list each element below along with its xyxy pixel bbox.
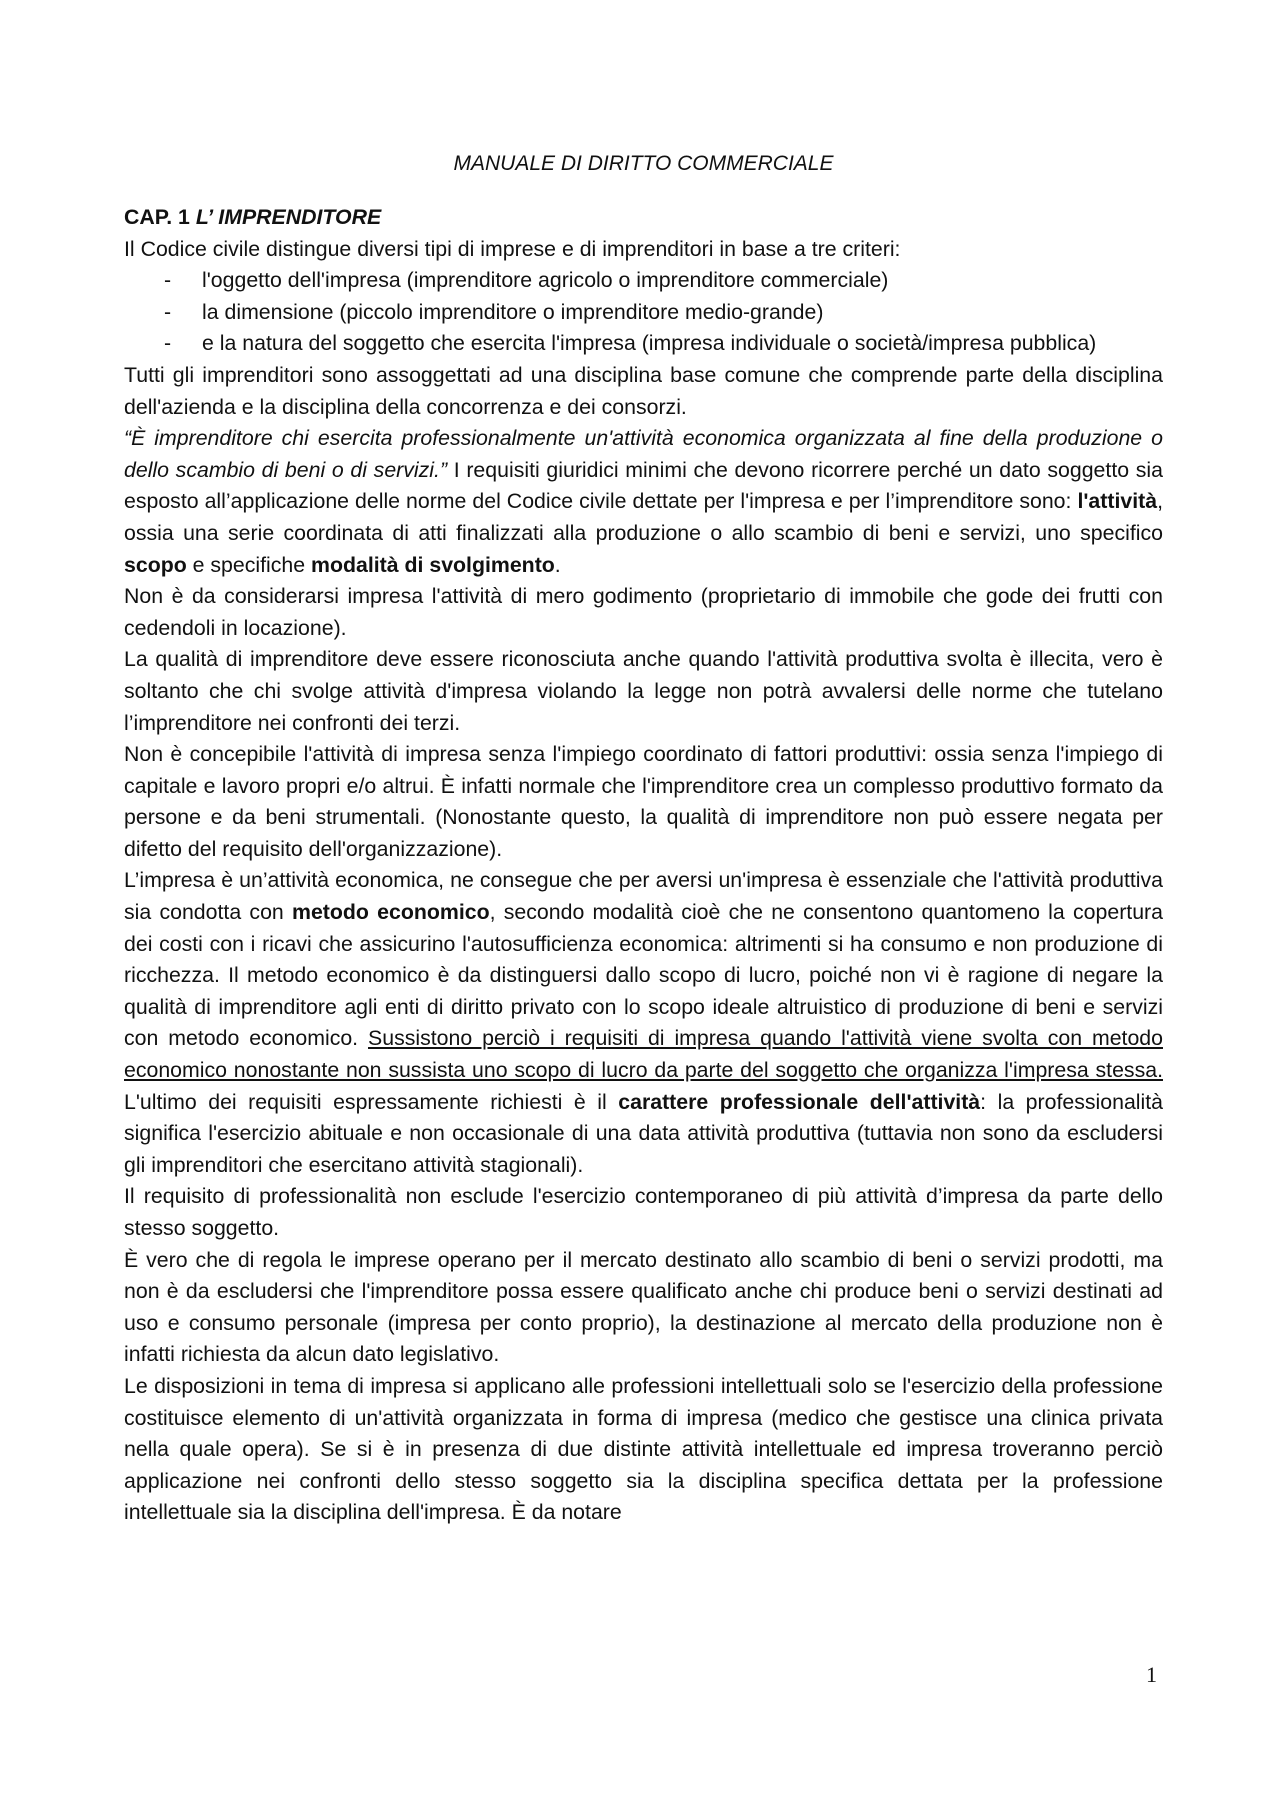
bold-term: scopo [124, 552, 187, 577]
paragraph-6 [124, 865, 1163, 1181]
bold-term: carattere professionale dell'attività [618, 1089, 981, 1114]
document-title: MANUALE DI DIRITTO COMMERCIALE [453, 152, 834, 175]
bold-term: modalità di svolgimento [311, 552, 555, 577]
bold-term: l'attività [1077, 489, 1158, 514]
intro-paragraph: Il Codice civile distingue diversi tipi di imprese e di imprenditori in base a tre criteri: [124, 236, 901, 261]
criteria-list [124, 265, 1163, 360]
text-segment: . [554, 552, 561, 577]
paragraph-1: Tutti gli imprenditori sono assoggettati ad una disciplina base comune che comprende parte della disciplina dell'azienda e la disciplina della concorrenza e dei consorzi. [124, 362, 1163, 419]
chapter-number: CAP. 1 [124, 205, 190, 229]
paragraph-5: Non è concepibile l'attività di impresa senza l'impiego coordinato di fattori produttivi: ossia senza l'impiego di capitale e lavoro propri e/o altrui. È infatti normale che l'imprenditore crea un complesso produttivo formato da persone e da beni strumentali. (Nonostante questo, la qualità di imprenditore non può essere negata per difetto del requisito dell'organizzazione). [124, 742, 1163, 861]
list-item: - la dimensione (piccolo imprenditore o imprenditore medio-grande) [202, 297, 1163, 329]
paragraph-4: La qualità di imprenditore deve essere riconosciuta anche quando l'attività produttiva svolta è illecita, vero è soltanto che chi svolge attività d'impresa violando la legge non potrà avvalersi delle norme che tutelano l’imprenditore nei confronti dei terzi. [124, 647, 1163, 735]
chapter-title: L’ IMPRENDITORE [195, 205, 382, 229]
document-body [124, 202, 1163, 1529]
document-page [124, 148, 1163, 1529]
paragraph-8: È vero che di regola le imprese operano per il mercato destinato allo scambio di beni o servizi prodotti, ma non è da escludersi che l'imprenditore possa essere qualificato anche chi produce beni o servizi destinati ad uso e consumo personale (impresa per conto proprio), la destinazione al mercato della produzione non è infatti richiesta da alcun dato legislativo. [124, 1247, 1163, 1367]
text-segment: L'ultimo dei requisiti espressamente richiesti è il [124, 1089, 619, 1114]
text-segment: : la professionalità significa l'esercizio abituale e non occasionale di una data attività produttiva (tuttavia non sono da escludersi gli imprenditori che esercitano attività stagionali). [124, 1089, 1164, 1177]
paragraph-9: Le disposizioni in tema di impresa si applicano alle professioni intellettuali solo se l'esercizio della professione costituisce elemento di un'attività organizzata in forma di impresa (medico che gestisce una clinica privata nella quale opera). Se si è in presenza di due distinte attività intellettuale ed impresa troveranno perciò applicazione nei confronti dello stesso soggetto sia la disciplina specifica dettata per la professione intellettuale sia la disciplina dell'impresa. È da notare [124, 1373, 1163, 1525]
list-item: - l'oggetto dell'impresa (imprenditore agricolo o imprenditore commerciale) [202, 265, 1163, 297]
text-segment: L’impresa è un’attività economica, ne consegue che per aversi un'impresa è essenziale che l'attività produttiva sia condotta con [124, 868, 1163, 925]
chapter-heading [124, 202, 1163, 234]
paragraph-7: Il requisito di professionalità non esclude l'esercizio contemporaneo di più attività d’impresa da parte dello stesso soggetto. [124, 1184, 1163, 1240]
underlined-text: Sussistono perciò i requisiti di impresa quando l'attività viene svolta con metodo economico nonostante non sussista uno scopo di lucro da parte del soggetto che organizza l'impresa stessa. [124, 1026, 1163, 1083]
list-item: - e la natura del soggetto che esercita l'impresa (impresa individuale o società/impresa pubblica) [202, 328, 1163, 360]
definition-quote: “È imprenditore chi esercita professionalmente un'attività economica organizzata al fine della produzione o dello scambio di beni o di servizi.” [124, 426, 1163, 482]
paragraph-3: Non è da considerarsi impresa l'attività di mero godimento (proprietario di immobile che gode dei frutti con cedendoli in locazione). [124, 584, 1163, 640]
text-segment: I requisiti giuridici minimi che devono ricorrere perché un dato soggetto sia esposto all’applicazione delle norme del Codice civile dettate per l'impresa e per l’imprenditore sono: [124, 457, 1163, 514]
text-segment: , secondo modalità cioè che ne consentono quantomeno la copertura dei costi con i ricavi che assicurino l'autosufficienza economica: altrimenti si ha consumo e non produzione di ricchezza. Il metodo economico è da distinguersi dallo scopo di lucro, poiché non vi è ragione di negare la qualità di imprenditore agli enti di diritto privato con lo scopo ideale altruistico di produzione di beni e servizi con metodo economico. [124, 900, 1163, 1051]
text-segment: , ossia una serie coordinata di atti finalizzati alla produzione o allo scambio di beni e servizi, uno specifico [124, 489, 1163, 545]
text-segment: e specifiche [186, 552, 312, 577]
paragraph-2 [124, 423, 1163, 581]
bold-term: metodo economico [292, 900, 490, 925]
page-number: 1 [1146, 1662, 1157, 1687]
